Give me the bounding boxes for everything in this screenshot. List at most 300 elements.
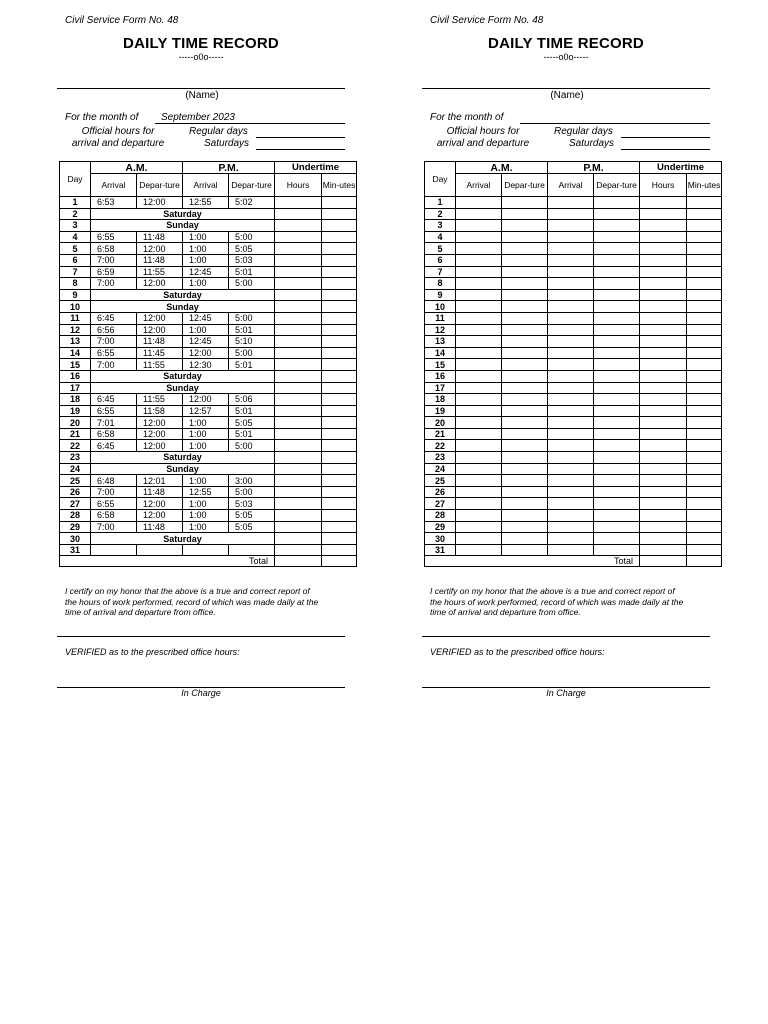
pm-arrival-cell[interactable] [548, 266, 594, 278]
saturdays-field-line[interactable] [621, 149, 710, 150]
undertime-hours-cell[interactable] [275, 243, 322, 255]
undertime-minutes-cell[interactable] [322, 347, 357, 359]
pm-arrival-cell[interactable] [548, 370, 594, 382]
am-departure-cell[interactable] [502, 475, 548, 487]
undertime-minutes-cell[interactable] [687, 452, 722, 464]
am-arrival-cell[interactable] [456, 220, 502, 232]
undertime-minutes-cell[interactable] [687, 324, 722, 336]
am-departure-cell[interactable] [502, 394, 548, 406]
undertime-hours-cell[interactable] [275, 359, 322, 371]
undertime-minutes-cell[interactable] [687, 289, 722, 301]
pm-arrival-cell[interactable] [548, 394, 594, 406]
pm-departure-cell[interactable]: 5:03 [229, 254, 275, 266]
undertime-hours-cell[interactable] [640, 324, 687, 336]
pm-arrival-cell[interactable] [548, 440, 594, 452]
undertime-minutes-cell[interactable] [687, 220, 722, 232]
am-departure-cell[interactable] [502, 359, 548, 371]
undertime-hours-cell[interactable] [640, 359, 687, 371]
undertime-minutes-cell[interactable] [687, 417, 722, 429]
month-field-line[interactable] [155, 123, 345, 124]
undertime-hours-cell[interactable] [275, 452, 322, 464]
am-departure-cell[interactable] [502, 440, 548, 452]
am-arrival-cell[interactable] [456, 301, 502, 313]
undertime-minutes-cell[interactable] [687, 510, 722, 522]
pm-departure-cell[interactable] [594, 521, 640, 533]
undertime-minutes-cell[interactable] [687, 347, 722, 359]
am-departure-cell[interactable] [502, 266, 548, 278]
am-arrival-cell[interactable] [456, 278, 502, 290]
undertime-minutes-cell[interactable] [322, 394, 357, 406]
am-arrival-cell[interactable] [456, 347, 502, 359]
pm-arrival-cell[interactable] [548, 486, 594, 498]
undertime-minutes-cell[interactable] [687, 266, 722, 278]
pm-arrival-cell[interactable]: 12:00 [183, 347, 229, 359]
pm-arrival-cell[interactable] [548, 452, 594, 464]
am-arrival-cell[interactable] [456, 324, 502, 336]
am-arrival-cell[interactable]: 6:55 [91, 498, 137, 510]
undertime-hours-cell[interactable] [640, 440, 687, 452]
pm-arrival-cell[interactable]: 1:00 [183, 475, 229, 487]
undertime-minutes-cell[interactable] [322, 312, 357, 324]
undertime-minutes-cell[interactable] [322, 440, 357, 452]
undertime-hours-cell[interactable] [640, 394, 687, 406]
undertime-hours-cell[interactable] [275, 405, 322, 417]
undertime-hours-cell[interactable] [640, 405, 687, 417]
am-arrival-cell[interactable]: 6:59 [91, 266, 137, 278]
employee-signature-line[interactable] [422, 636, 710, 637]
am-departure-cell[interactable] [502, 231, 548, 243]
am-arrival-cell[interactable] [456, 289, 502, 301]
undertime-minutes-cell[interactable] [322, 254, 357, 266]
am-arrival-cell[interactable]: 7:01 [91, 417, 137, 429]
am-arrival-cell[interactable] [456, 266, 502, 278]
pm-arrival-cell[interactable] [548, 336, 594, 348]
undertime-minutes-cell[interactable] [322, 324, 357, 336]
undertime-hours-cell[interactable] [275, 208, 322, 220]
pm-arrival-cell[interactable]: 12:45 [183, 266, 229, 278]
am-departure-cell[interactable] [502, 533, 548, 545]
am-arrival-cell[interactable] [456, 312, 502, 324]
undertime-minutes-cell[interactable] [322, 510, 357, 522]
am-arrival-cell[interactable] [456, 382, 502, 394]
pm-arrival-cell[interactable] [548, 312, 594, 324]
total-minutes-cell[interactable] [322, 556, 357, 567]
am-arrival-cell[interactable] [456, 208, 502, 220]
undertime-hours-cell[interactable] [640, 521, 687, 533]
pm-departure-cell[interactable] [594, 301, 640, 313]
pm-arrival-cell[interactable] [548, 475, 594, 487]
undertime-minutes-cell[interactable] [687, 382, 722, 394]
undertime-hours-cell[interactable] [275, 324, 322, 336]
am-arrival-cell[interactable]: 7:00 [91, 486, 137, 498]
pm-arrival-cell[interactable] [548, 510, 594, 522]
undertime-minutes-cell[interactable] [322, 475, 357, 487]
total-hours-cell[interactable] [275, 556, 322, 567]
pm-departure-cell[interactable] [594, 417, 640, 429]
am-departure-cell[interactable] [502, 510, 548, 522]
am-arrival-cell[interactable]: 6:58 [91, 510, 137, 522]
undertime-hours-cell[interactable] [275, 440, 322, 452]
am-departure-cell[interactable]: 12:00 [137, 312, 183, 324]
am-departure-cell[interactable]: 11:58 [137, 405, 183, 417]
am-arrival-cell[interactable] [456, 197, 502, 209]
pm-departure-cell[interactable]: 5:00 [229, 231, 275, 243]
undertime-hours-cell[interactable] [275, 254, 322, 266]
am-departure-cell[interactable] [502, 544, 548, 556]
undertime-hours-cell[interactable] [640, 301, 687, 313]
pm-arrival-cell[interactable]: 1:00 [183, 498, 229, 510]
am-arrival-cell[interactable] [456, 428, 502, 440]
pm-departure-cell[interactable] [594, 324, 640, 336]
am-departure-cell[interactable]: 12:00 [137, 197, 183, 209]
undertime-hours-cell[interactable] [640, 510, 687, 522]
pm-arrival-cell[interactable] [548, 243, 594, 255]
pm-departure-cell[interactable] [229, 544, 275, 556]
undertime-hours-cell[interactable] [275, 220, 322, 232]
undertime-hours-cell[interactable] [640, 197, 687, 209]
pm-arrival-cell[interactable]: 1:00 [183, 231, 229, 243]
am-departure-cell[interactable] [502, 428, 548, 440]
undertime-minutes-cell[interactable] [322, 463, 357, 475]
am-arrival-cell[interactable]: 6:56 [91, 324, 137, 336]
am-arrival-cell[interactable]: 6:48 [91, 475, 137, 487]
pm-departure-cell[interactable] [594, 278, 640, 290]
pm-departure-cell[interactable] [594, 405, 640, 417]
pm-departure-cell[interactable]: 5:00 [229, 278, 275, 290]
undertime-hours-cell[interactable] [640, 220, 687, 232]
am-arrival-cell[interactable] [456, 370, 502, 382]
am-arrival-cell[interactable] [456, 510, 502, 522]
undertime-hours-cell[interactable] [640, 266, 687, 278]
pm-departure-cell[interactable] [594, 266, 640, 278]
pm-departure-cell[interactable]: 5:05 [229, 510, 275, 522]
pm-departure-cell[interactable] [594, 452, 640, 464]
pm-departure-cell[interactable]: 5:05 [229, 521, 275, 533]
pm-departure-cell[interactable] [594, 370, 640, 382]
undertime-minutes-cell[interactable] [322, 336, 357, 348]
undertime-minutes-cell[interactable] [687, 254, 722, 266]
undertime-hours-cell[interactable] [640, 382, 687, 394]
am-departure-cell[interactable]: 11:48 [137, 231, 183, 243]
undertime-hours-cell[interactable] [640, 486, 687, 498]
am-departure-cell[interactable] [502, 278, 548, 290]
am-departure-cell[interactable]: 12:00 [137, 278, 183, 290]
pm-arrival-cell[interactable] [548, 359, 594, 371]
pm-arrival-cell[interactable]: 1:00 [183, 510, 229, 522]
am-arrival-cell[interactable]: 6:53 [91, 197, 137, 209]
pm-arrival-cell[interactable] [548, 498, 594, 510]
undertime-hours-cell[interactable] [275, 278, 322, 290]
undertime-hours-cell[interactable] [275, 498, 322, 510]
am-arrival-cell[interactable]: 6:58 [91, 428, 137, 440]
am-departure-cell[interactable] [502, 197, 548, 209]
am-departure-cell[interactable]: 12:01 [137, 475, 183, 487]
undertime-hours-cell[interactable] [275, 521, 322, 533]
pm-departure-cell[interactable] [594, 254, 640, 266]
undertime-minutes-cell[interactable] [322, 208, 357, 220]
undertime-minutes-cell[interactable] [687, 533, 722, 545]
undertime-minutes-cell[interactable] [687, 521, 722, 533]
pm-departure-cell[interactable]: 5:02 [229, 197, 275, 209]
undertime-hours-cell[interactable] [640, 452, 687, 464]
undertime-minutes-cell[interactable] [322, 428, 357, 440]
pm-departure-cell[interactable]: 5:03 [229, 498, 275, 510]
undertime-hours-cell[interactable] [275, 382, 322, 394]
undertime-minutes-cell[interactable] [687, 208, 722, 220]
am-departure-cell[interactable] [137, 544, 183, 556]
undertime-hours-cell[interactable] [275, 533, 322, 545]
pm-arrival-cell[interactable] [548, 324, 594, 336]
undertime-hours-cell[interactable] [275, 486, 322, 498]
undertime-hours-cell[interactable] [640, 278, 687, 290]
am-arrival-cell[interactable] [456, 231, 502, 243]
pm-departure-cell[interactable] [594, 382, 640, 394]
undertime-hours-cell[interactable] [275, 301, 322, 313]
undertime-hours-cell[interactable] [275, 266, 322, 278]
pm-departure-cell[interactable] [594, 533, 640, 545]
undertime-minutes-cell[interactable] [322, 486, 357, 498]
undertime-minutes-cell[interactable] [687, 486, 722, 498]
pm-departure-cell[interactable] [594, 463, 640, 475]
undertime-minutes-cell[interactable] [687, 463, 722, 475]
am-departure-cell[interactable] [502, 312, 548, 324]
undertime-hours-cell[interactable] [640, 347, 687, 359]
am-departure-cell[interactable] [502, 382, 548, 394]
pm-arrival-cell[interactable]: 12:57 [183, 405, 229, 417]
am-arrival-cell[interactable] [456, 521, 502, 533]
pm-arrival-cell[interactable]: 1:00 [183, 417, 229, 429]
am-departure-cell[interactable] [502, 243, 548, 255]
pm-departure-cell[interactable]: 5:01 [229, 266, 275, 278]
am-departure-cell[interactable] [502, 521, 548, 533]
pm-departure-cell[interactable] [594, 394, 640, 406]
am-departure-cell[interactable] [502, 347, 548, 359]
undertime-hours-cell[interactable] [275, 463, 322, 475]
pm-departure-cell[interactable] [594, 347, 640, 359]
undertime-minutes-cell[interactable] [322, 417, 357, 429]
undertime-minutes-cell[interactable] [687, 394, 722, 406]
am-departure-cell[interactable]: 12:00 [137, 498, 183, 510]
am-departure-cell[interactable]: 11:48 [137, 521, 183, 533]
undertime-minutes-cell[interactable] [687, 312, 722, 324]
pm-arrival-cell[interactable]: 12:45 [183, 336, 229, 348]
undertime-hours-cell[interactable] [275, 347, 322, 359]
total-minutes-cell[interactable] [687, 556, 722, 567]
undertime-minutes-cell[interactable] [687, 405, 722, 417]
am-departure-cell[interactable] [502, 405, 548, 417]
undertime-minutes-cell[interactable] [687, 475, 722, 487]
undertime-minutes-cell[interactable] [687, 440, 722, 452]
pm-arrival-cell[interactable]: 1:00 [183, 243, 229, 255]
am-arrival-cell[interactable] [456, 336, 502, 348]
undertime-hours-cell[interactable] [275, 417, 322, 429]
undertime-minutes-cell[interactable] [322, 197, 357, 209]
am-departure-cell[interactable]: 11:48 [137, 254, 183, 266]
am-arrival-cell[interactable]: 7:00 [91, 336, 137, 348]
undertime-minutes-cell[interactable] [687, 498, 722, 510]
undertime-hours-cell[interactable] [640, 417, 687, 429]
am-arrival-cell[interactable] [456, 475, 502, 487]
undertime-hours-cell[interactable] [640, 289, 687, 301]
am-arrival-cell[interactable] [456, 486, 502, 498]
undertime-minutes-cell[interactable] [322, 266, 357, 278]
undertime-minutes-cell[interactable] [322, 278, 357, 290]
undertime-hours-cell[interactable] [640, 428, 687, 440]
undertime-hours-cell[interactable] [640, 463, 687, 475]
pm-arrival-cell[interactable] [548, 463, 594, 475]
am-departure-cell[interactable]: 12:00 [137, 510, 183, 522]
pm-departure-cell[interactable]: 5:00 [229, 486, 275, 498]
am-departure-cell[interactable]: 11:48 [137, 486, 183, 498]
am-arrival-cell[interactable] [456, 254, 502, 266]
am-arrival-cell[interactable] [91, 544, 137, 556]
pm-departure-cell[interactable] [594, 231, 640, 243]
pm-departure-cell[interactable]: 5:01 [229, 405, 275, 417]
undertime-minutes-cell[interactable] [687, 243, 722, 255]
pm-arrival-cell[interactable]: 12:30 [183, 359, 229, 371]
undertime-hours-cell[interactable] [640, 475, 687, 487]
undertime-hours-cell[interactable] [640, 498, 687, 510]
pm-arrival-cell[interactable] [548, 208, 594, 220]
am-departure-cell[interactable]: 11:55 [137, 359, 183, 371]
undertime-minutes-cell[interactable] [687, 278, 722, 290]
pm-arrival-cell[interactable] [548, 278, 594, 290]
undertime-minutes-cell[interactable] [687, 544, 722, 556]
am-arrival-cell[interactable] [456, 359, 502, 371]
am-departure-cell[interactable]: 12:00 [137, 324, 183, 336]
pm-departure-cell[interactable]: 5:01 [229, 324, 275, 336]
am-departure-cell[interactable]: 12:00 [137, 243, 183, 255]
undertime-hours-cell[interactable] [640, 208, 687, 220]
pm-arrival-cell[interactable] [548, 347, 594, 359]
am-arrival-cell[interactable]: 6:45 [91, 440, 137, 452]
month-field-line[interactable] [520, 123, 710, 124]
am-departure-cell[interactable] [502, 463, 548, 475]
undertime-minutes-cell[interactable] [687, 197, 722, 209]
pm-arrival-cell[interactable] [548, 220, 594, 232]
am-arrival-cell[interactable] [456, 544, 502, 556]
undertime-minutes-cell[interactable] [322, 452, 357, 464]
am-arrival-cell[interactable] [456, 405, 502, 417]
pm-arrival-cell[interactable] [548, 405, 594, 417]
am-arrival-cell[interactable]: 6:58 [91, 243, 137, 255]
pm-departure-cell[interactable]: 5:01 [229, 359, 275, 371]
pm-arrival-cell[interactable] [548, 544, 594, 556]
am-departure-cell[interactable]: 12:00 [137, 417, 183, 429]
am-departure-cell[interactable]: 12:00 [137, 440, 183, 452]
am-departure-cell[interactable] [502, 336, 548, 348]
pm-arrival-cell[interactable] [548, 301, 594, 313]
undertime-hours-cell[interactable] [275, 394, 322, 406]
pm-departure-cell[interactable] [594, 197, 640, 209]
pm-arrival-cell[interactable]: 1:00 [183, 324, 229, 336]
am-arrival-cell[interactable] [456, 463, 502, 475]
am-departure-cell[interactable] [502, 220, 548, 232]
undertime-hours-cell[interactable] [640, 231, 687, 243]
am-arrival-cell[interactable]: 7:00 [91, 278, 137, 290]
am-departure-cell[interactable]: 11:48 [137, 336, 183, 348]
undertime-minutes-cell[interactable] [687, 428, 722, 440]
pm-arrival-cell[interactable] [548, 254, 594, 266]
undertime-hours-cell[interactable] [275, 336, 322, 348]
undertime-hours-cell[interactable] [275, 475, 322, 487]
pm-departure-cell[interactable]: 5:06 [229, 394, 275, 406]
pm-departure-cell[interactable] [594, 475, 640, 487]
undertime-minutes-cell[interactable] [322, 533, 357, 545]
am-arrival-cell[interactable] [456, 498, 502, 510]
saturdays-field-line[interactable] [256, 149, 345, 150]
pm-departure-cell[interactable]: 5:00 [229, 440, 275, 452]
am-departure-cell[interactable] [502, 417, 548, 429]
pm-arrival-cell[interactable]: 1:00 [183, 278, 229, 290]
name-field-line[interactable] [422, 88, 710, 89]
undertime-hours-cell[interactable] [640, 312, 687, 324]
pm-arrival-cell[interactable]: 1:00 [183, 428, 229, 440]
undertime-minutes-cell[interactable] [687, 301, 722, 313]
pm-departure-cell[interactable] [594, 220, 640, 232]
pm-departure-cell[interactable]: 5:05 [229, 243, 275, 255]
pm-departure-cell[interactable] [594, 440, 640, 452]
undertime-hours-cell[interactable] [640, 370, 687, 382]
am-arrival-cell[interactable]: 6:55 [91, 347, 137, 359]
pm-departure-cell[interactable]: 5:05 [229, 417, 275, 429]
am-departure-cell[interactable] [502, 289, 548, 301]
pm-departure-cell[interactable] [594, 289, 640, 301]
am-departure-cell[interactable] [502, 370, 548, 382]
undertime-hours-cell[interactable] [275, 510, 322, 522]
undertime-minutes-cell[interactable] [322, 544, 357, 556]
undertime-minutes-cell[interactable] [322, 243, 357, 255]
am-departure-cell[interactable] [502, 254, 548, 266]
undertime-hours-cell[interactable] [640, 336, 687, 348]
undertime-minutes-cell[interactable] [322, 231, 357, 243]
am-departure-cell[interactable]: 11:55 [137, 266, 183, 278]
am-arrival-cell[interactable] [456, 440, 502, 452]
undertime-hours-cell[interactable] [640, 544, 687, 556]
pm-arrival-cell[interactable] [548, 533, 594, 545]
pm-departure-cell[interactable] [594, 312, 640, 324]
pm-departure-cell[interactable] [594, 510, 640, 522]
am-departure-cell[interactable] [502, 498, 548, 510]
undertime-minutes-cell[interactable] [322, 301, 357, 313]
pm-departure-cell[interactable] [594, 498, 640, 510]
undertime-hours-cell[interactable] [275, 370, 322, 382]
undertime-minutes-cell[interactable] [322, 220, 357, 232]
undertime-hours-cell[interactable] [275, 428, 322, 440]
undertime-hours-cell[interactable] [275, 231, 322, 243]
pm-departure-cell[interactable]: 5:00 [229, 312, 275, 324]
pm-arrival-cell[interactable] [548, 428, 594, 440]
pm-departure-cell[interactable] [594, 243, 640, 255]
pm-arrival-cell[interactable]: 12:55 [183, 197, 229, 209]
pm-departure-cell[interactable]: 3:00 [229, 475, 275, 487]
employee-signature-line[interactable] [57, 636, 345, 637]
am-departure-cell[interactable]: 12:00 [137, 428, 183, 440]
pm-departure-cell[interactable] [594, 208, 640, 220]
am-departure-cell[interactable]: 11:55 [137, 394, 183, 406]
am-arrival-cell[interactable]: 7:00 [91, 521, 137, 533]
am-departure-cell[interactable] [502, 301, 548, 313]
pm-arrival-cell[interactable] [548, 417, 594, 429]
am-departure-cell[interactable] [502, 208, 548, 220]
undertime-minutes-cell[interactable] [687, 231, 722, 243]
am-arrival-cell[interactable]: 7:00 [91, 254, 137, 266]
undertime-minutes-cell[interactable] [322, 521, 357, 533]
am-arrival-cell[interactable]: 7:00 [91, 359, 137, 371]
pm-arrival-cell[interactable] [548, 231, 594, 243]
name-field-line[interactable] [57, 88, 345, 89]
am-departure-cell[interactable]: 11:45 [137, 347, 183, 359]
